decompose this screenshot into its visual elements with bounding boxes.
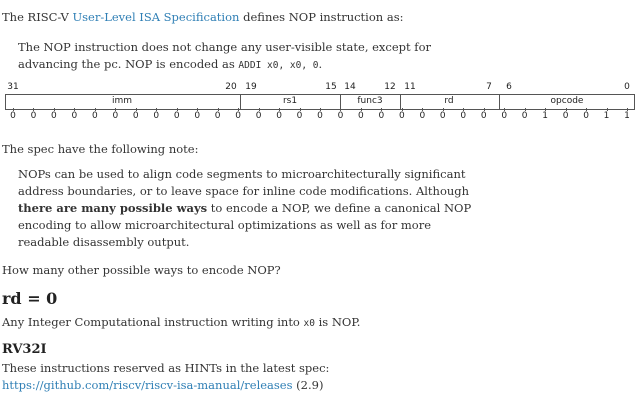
bit-tick xyxy=(463,108,464,111)
field-imm-label: imm xyxy=(111,96,133,106)
bit-tick xyxy=(95,108,96,111)
bit-value: 0 xyxy=(235,111,241,121)
bit-label-0: 0 xyxy=(624,82,630,92)
note-bold-phrase: there are many possible ways xyxy=(18,201,208,215)
bit-tick xyxy=(402,108,403,111)
bit-value: 0 xyxy=(132,111,139,121)
quote-text: advancing the pc. NOP is encoded as xyxy=(18,57,239,71)
bit-tick xyxy=(607,108,608,111)
bit-tick xyxy=(74,108,75,111)
bit-value: 0 xyxy=(153,111,160,121)
bit-value: 0 xyxy=(71,111,78,121)
bit-tick xyxy=(504,108,505,111)
bit-value: 0 xyxy=(296,111,303,121)
bit-tick xyxy=(320,108,321,111)
question-text: How many other possible ways to encode NOP? xyxy=(2,263,281,277)
bit-value: 0 xyxy=(51,111,57,121)
bit-value: 0 xyxy=(501,111,508,121)
bit-tick xyxy=(13,108,14,111)
bit-tick xyxy=(218,108,219,111)
bit-value: 0 xyxy=(419,111,426,121)
bit-tick xyxy=(136,108,137,111)
quote-period: . xyxy=(318,57,323,71)
field-func3-label: func3 xyxy=(357,96,383,106)
bit-tick xyxy=(33,108,34,111)
bit-value: 0 xyxy=(521,111,528,121)
bit-value: 0 xyxy=(30,111,37,121)
nop-definition-quote-line-1: The NOP instruction does not change any user-visible state, except for xyxy=(18,40,431,54)
bit-tick xyxy=(525,108,526,111)
note-intro: The spec have the following note: xyxy=(2,142,199,156)
intro-text-before: The RISC-V xyxy=(2,10,73,24)
bit-tick xyxy=(361,108,362,111)
bit-tick xyxy=(115,108,116,111)
bit-value: 0 xyxy=(358,111,364,121)
bit-tick xyxy=(197,108,198,111)
bit-value: 1 xyxy=(624,111,630,121)
bit-label-15: 15 xyxy=(325,82,337,92)
rd-zero-heading: rd = 0 xyxy=(2,289,58,308)
bit-value: 0 xyxy=(10,111,16,121)
addi-code: ADDI x0, x0, 0 xyxy=(238,60,319,71)
nop-definition-quote-line-2 xyxy=(18,56,322,74)
note-quote-line-4: encoding to allow microarchitectural optimizations as well as for more xyxy=(18,218,432,232)
bit-label-12: 12 xyxy=(384,82,396,92)
bit-value: 0 xyxy=(194,111,201,121)
bit-tick xyxy=(156,108,157,111)
bit-tick xyxy=(484,108,485,111)
bit-value: 0 xyxy=(255,111,262,121)
bit-tick xyxy=(586,108,587,111)
field-rd-label: rd xyxy=(444,96,454,106)
bit-tick xyxy=(566,108,567,111)
bit-value: 1 xyxy=(542,111,548,121)
bit-value: 0 xyxy=(91,111,98,121)
bit-tick xyxy=(279,108,280,111)
rv32i-text: These instructions reserved as HINTs in the latest spec: xyxy=(2,361,330,375)
bit-value: 0 xyxy=(214,111,221,121)
bit-label-14: 14 xyxy=(344,82,356,92)
bit-tick xyxy=(177,108,178,111)
bit-value: 0 xyxy=(276,111,282,121)
bit-tick xyxy=(422,108,423,111)
bit-value: 1 xyxy=(603,111,610,121)
bit-value: 0 xyxy=(562,111,569,121)
bit-tick xyxy=(340,108,341,111)
note-line-3-text: to encode a NOP, we define a canonical NOP xyxy=(207,201,472,215)
note-quote-line-5: readable disassembly output. xyxy=(18,235,190,249)
bit-value: 0 xyxy=(317,111,323,121)
bit-value: 0 xyxy=(398,111,405,121)
bit-label-7: 7 xyxy=(486,82,492,92)
bit-value: 0 xyxy=(337,111,344,121)
note-quote-line-3 xyxy=(18,200,471,217)
version-suffix: (2.9) xyxy=(292,378,324,392)
bit-label-11: 11 xyxy=(404,82,416,92)
riscv-isa-manual-releases-link[interactable]: https://github.com/riscv/riscv-isa-manual/releases xyxy=(2,378,293,392)
bit-value: 0 xyxy=(173,111,180,121)
rv32i-heading: RV32I xyxy=(2,342,47,357)
bit-tick xyxy=(259,108,260,111)
rv32i-link-line xyxy=(2,377,323,393)
bit-label-31: 31 xyxy=(7,82,19,92)
rd-zero-text-before: Any Integer Computational instruction writing into xyxy=(2,315,304,329)
bit-value: 0 xyxy=(460,111,467,121)
bit-label-20: 20 xyxy=(225,82,237,92)
bit-value: 0 xyxy=(439,111,446,121)
bit-value: 0 xyxy=(112,111,119,121)
bit-tick xyxy=(381,108,382,111)
bit-value: 0 xyxy=(583,111,589,121)
bit-value: 0 xyxy=(480,111,487,121)
rd-zero-text-after: is NOP. xyxy=(314,315,361,329)
bit-label-6: 6 xyxy=(506,82,512,92)
bit-tick xyxy=(300,108,301,111)
field-opcode-label: opcode xyxy=(550,96,584,106)
bit-tick xyxy=(54,108,55,111)
intro-text-after: defines NOP instruction as: xyxy=(239,10,404,24)
intro-paragraph xyxy=(2,9,403,25)
bit-label-19: 19 xyxy=(245,82,257,92)
isa-spec-link[interactable]: User-Level ISA Specification xyxy=(72,10,240,24)
note-quote-line-1: NOPs can be used to align code segments to microarchitecturally significant xyxy=(18,167,466,181)
bit-tick xyxy=(443,108,444,111)
bit-tick xyxy=(238,108,239,111)
x0-code: x0 xyxy=(303,318,315,329)
rd-zero-text xyxy=(2,314,360,332)
nop-encoding-diagram xyxy=(0,82,640,126)
bit-value: 0 xyxy=(378,111,385,121)
bit-tick xyxy=(627,108,628,111)
field-rs1-label: rs1 xyxy=(282,96,298,106)
bit-tick xyxy=(545,108,546,111)
note-quote-line-2: address boundaries, or to leave space for inline code modifications. Although xyxy=(18,184,470,198)
